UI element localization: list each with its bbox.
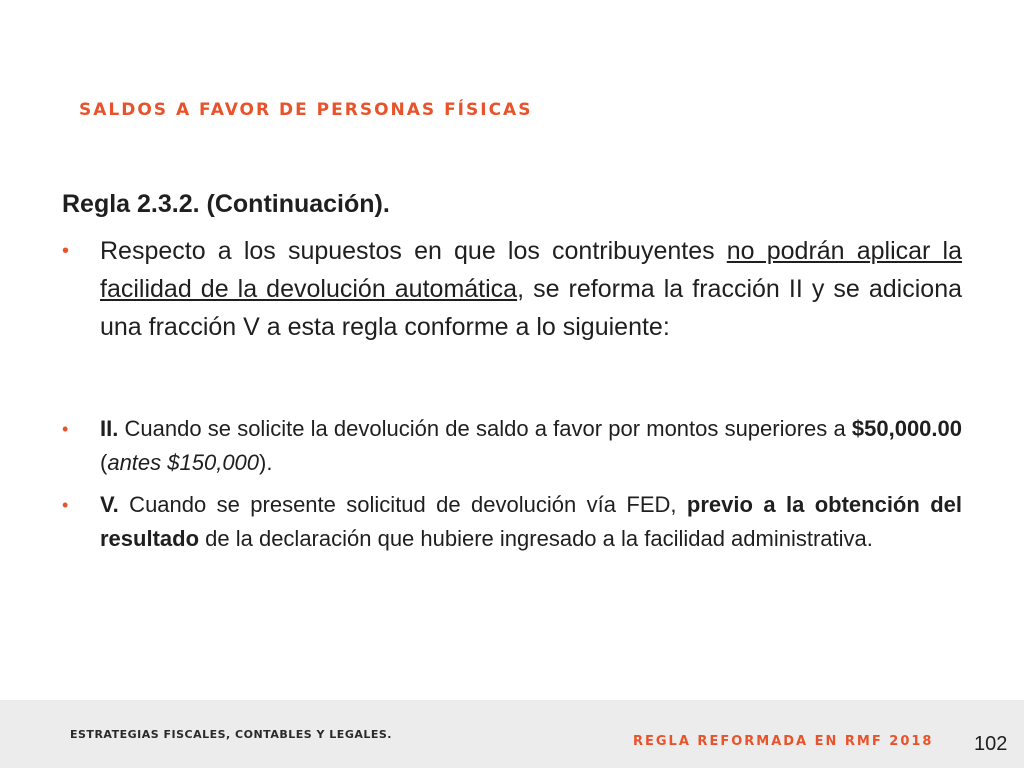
amount-text: $50,000.00 [851,416,962,441]
bullet-item-fraction-v [62,488,962,556]
previous-amount-text: antes $150,000 [107,450,260,475]
text-run: de la declaración que hubiere ingresado a la facilidad administrativa. [199,526,873,551]
bullet-icon: • [62,240,70,262]
underlined-text: no podrán aplicar la facilidad de la devolución automática [100,237,962,303]
page-number: 102 [974,733,1008,755]
bullet-text [100,232,962,346]
bullet-icon: • [62,419,69,439]
text-run: Cuando se solicite la devolución de saldo a favor por montos superiores a [118,416,852,441]
footer-bar [0,700,1024,768]
bullet-text [100,488,962,556]
emphasis-text: previo a la obtención del resultado [100,492,962,551]
slide-title: SALDOS A FAVOR DE PERSONAS FÍSICAS [79,100,533,120]
bullet-item-reform-summary [62,232,962,346]
footer-topic-text: REGLA REFORMADA EN RMF 2018 [633,734,934,749]
text-run: , se reforma la fracción II y se adiciona una fracción V a esta regla conforme a lo siguiente: [100,275,963,341]
fraction-label: II. [100,416,119,441]
text-run: Respecto a los supuestos en que los contribuyentes [100,237,727,265]
text-run: ). [259,450,273,475]
rule-heading: Regla 2.3.2. (Continuación). [62,190,390,218]
fraction-label: V. [100,492,119,517]
text-run: ( [100,450,108,475]
footer-company-text: ESTRATEGIAS FISCALES, CONTABLES Y LEGALES. [70,728,392,741]
text-run: Cuando se presente solicitud de devolución vía FED, [118,492,687,517]
bullet-item-fraction-ii [62,412,962,480]
bullet-text [100,412,962,480]
bullet-icon: • [62,495,69,515]
